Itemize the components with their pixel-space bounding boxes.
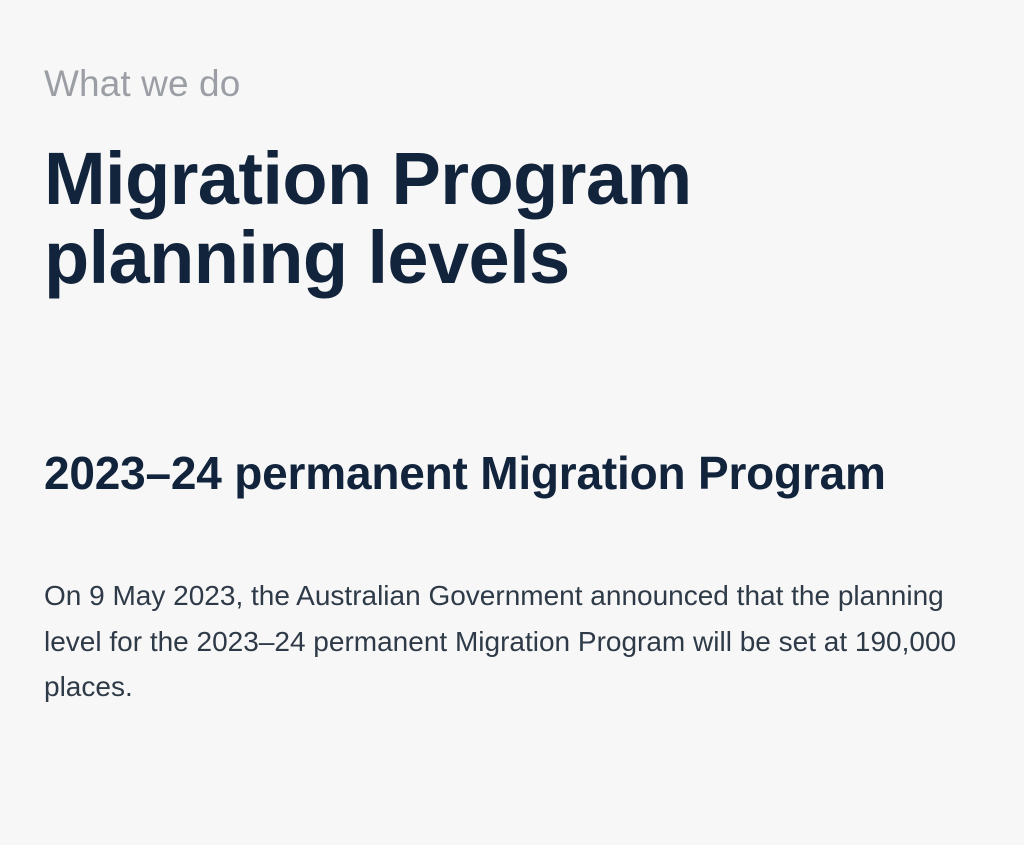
breadcrumb-eyebrow: What we do — [44, 63, 241, 104]
body-paragraph: On 9 May 2023, the Australian Government announced that the planning level for the 2023–24 permanent Migration Program will be set at 190,000 places. — [44, 580, 957, 703]
page-title: Migration Program planning levels — [44, 137, 692, 299]
section-heading: 2023–24 permanent Migration Program — [44, 447, 886, 500]
